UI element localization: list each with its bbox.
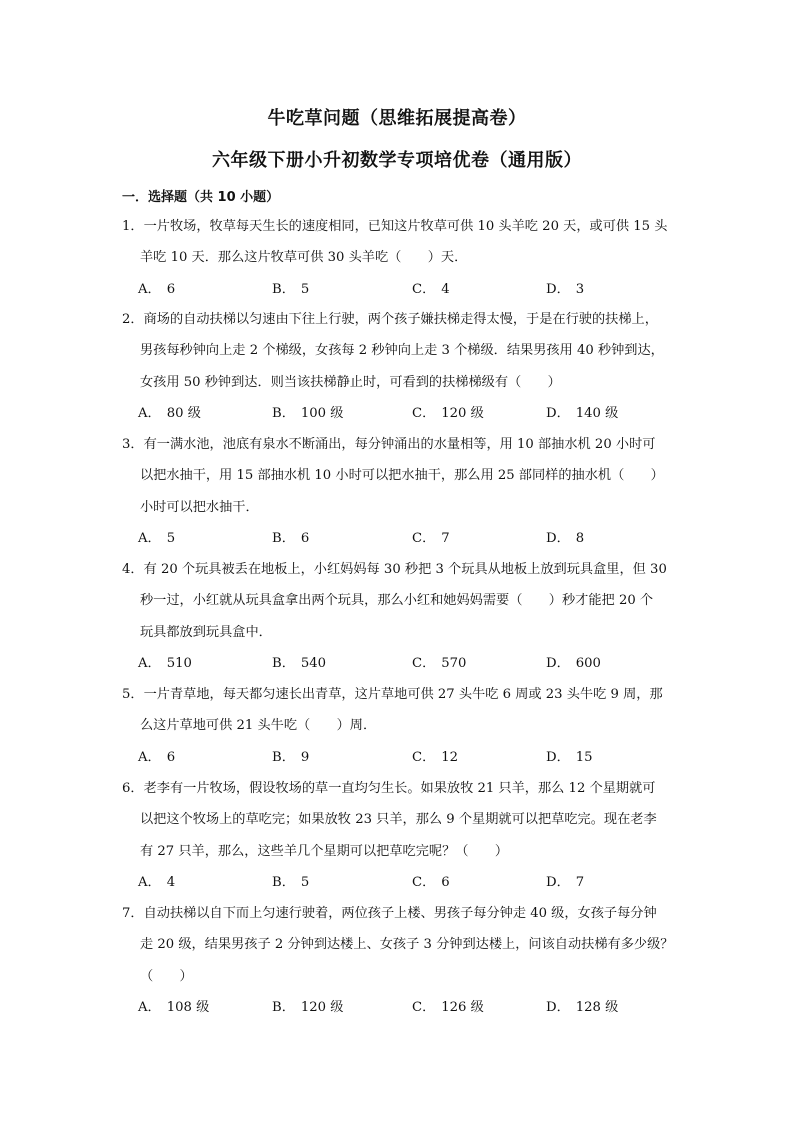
option-text: 3 [575, 281, 585, 297]
option-key: A． [138, 749, 161, 765]
option-d[interactable] [546, 999, 624, 1017]
section-heading: 一．选择题（共 10 小题） [122, 190, 280, 205]
option-key: A． [138, 655, 161, 671]
option-key: A． [138, 281, 161, 297]
option-c[interactable] [412, 749, 464, 767]
document-title: 牛吃草问题（思维拓展提高卷） [267, 108, 527, 129]
option-key: C． [412, 655, 436, 671]
option-key: D． [546, 749, 570, 765]
option-a[interactable] [138, 655, 198, 673]
option-key: C． [412, 281, 436, 297]
option-text: 600 [575, 655, 601, 671]
option-d[interactable] [546, 874, 590, 892]
option-text: 6 [166, 749, 176, 765]
option-a[interactable] [138, 874, 181, 892]
question-text-line: 小时可以把水抽干． [140, 499, 259, 515]
option-text: 100 级 [300, 405, 344, 421]
answer-options [138, 281, 698, 299]
option-key: B． [272, 999, 295, 1015]
option-a[interactable] [138, 999, 215, 1017]
option-d[interactable] [546, 281, 590, 299]
option-key: B． [272, 530, 295, 546]
option-a[interactable] [138, 530, 181, 548]
option-text: 8 [575, 530, 585, 546]
option-d[interactable] [546, 530, 590, 548]
answer-options [138, 749, 698, 767]
option-key: D． [546, 999, 570, 1015]
option-key: B． [272, 874, 295, 890]
option-a[interactable] [138, 405, 207, 423]
question-text-line: 以把这个牧场上的草吃完；如果放牧 23 只羊，那么 9 个星期就可以把草吃完。现在老李 [140, 812, 657, 828]
question-text-line: 有 27 只羊，那么，这些羊几个星期可以把草吃完呢？（ ） [140, 843, 509, 859]
option-text: 4 [441, 281, 450, 297]
question-text-line: 走 20 级，结果男孩子 2 分钟到达楼上、女孩子 3 分钟到达楼上，问该自动扶梯有多少级？ [140, 937, 674, 953]
option-key: A． [138, 999, 161, 1015]
option-text: 7 [441, 530, 450, 546]
option-key: D． [546, 874, 570, 890]
option-text: 540 [300, 655, 327, 671]
option-text: 120 级 [441, 405, 484, 421]
question-text-line: 3．有一满水池，池底有泉水不断涌出，每分钟涌出的水量相等，用 10 部抽水机 20 小时可 [122, 437, 656, 452]
question-text-line: 5．一片青草地，每天都匀速长出青草，这片草地可供 27 头牛吃 6 周或 23 头牛吃 9 周，那 [122, 687, 663, 702]
option-text: 5 [300, 874, 310, 890]
option-b[interactable] [272, 999, 349, 1017]
question-text-line: 7．自动扶梯以自下而上匀速行驶着，两位孩子上楼、男孩子每分钟走 40 级，女孩子每分钟 [122, 906, 657, 921]
question-text-line: 男孩每秒钟向上走 2 个梯级，女孩每 2 秒钟向上走 3 个梯级．结果男孩用 40 秒钟到达， [140, 343, 664, 359]
option-key: B． [272, 655, 295, 671]
option-key: B． [272, 749, 295, 765]
answer-options [138, 999, 698, 1017]
option-key: C． [412, 405, 436, 421]
option-text: 140 级 [575, 405, 619, 421]
option-b[interactable] [272, 749, 315, 767]
option-text: 570 [441, 655, 467, 671]
option-text: 128 级 [575, 999, 619, 1015]
option-a[interactable] [138, 749, 181, 767]
option-c[interactable] [412, 655, 472, 673]
option-key: D． [546, 405, 570, 421]
option-key: B． [272, 281, 295, 297]
option-key: B． [272, 405, 295, 421]
option-text: 9 [300, 749, 310, 765]
option-b[interactable] [272, 281, 315, 299]
option-key: D． [546, 281, 570, 297]
question-text-line: 2．商场的自动扶梯以匀速由下往上行驶，两个孩子嫌扶梯走得太慢，于是在行驶的扶梯上， [122, 312, 658, 327]
document-subtitle: 六年级下册小升初数学专项培优卷（通用版） [212, 150, 582, 171]
question-text-line: 4．有 20 个玩具被丢在地板上，小红妈妈每 30 秒把 3 个玩具从地板上放到玩具盒里，但 30 [122, 562, 667, 577]
option-key: A． [138, 874, 161, 890]
option-b[interactable] [272, 530, 315, 548]
question-text-line: 以把水抽干，用 15 部抽水机 10 小时可以把水抽干，那么用 25 部同样的抽水机（ ） [140, 468, 664, 484]
option-key: C． [412, 874, 436, 890]
option-text: 108 级 [166, 999, 210, 1015]
question-text-line: 玩具都放到玩具盒中． [140, 624, 272, 640]
option-key: D． [546, 530, 570, 546]
option-d[interactable] [546, 405, 624, 423]
option-key: C． [412, 749, 436, 765]
question-text-line: 么这片草地可供 21 头牛吃（ ）周． [140, 718, 377, 734]
option-text: 7 [575, 874, 585, 890]
option-b[interactable] [272, 874, 315, 892]
question-text-line: 6．老李有一片牧场，假设牧场的草一直均匀生长。如果放牧 21 只羊，那么 12 个星期就可 [122, 781, 656, 796]
option-a[interactable] [138, 281, 181, 299]
question-text-line: 羊吃 10 天．那么这片牧草可供 30 头羊吃（ ）天． [140, 250, 468, 266]
option-text: 6 [166, 281, 176, 297]
option-text: 126 级 [441, 999, 484, 1015]
option-key: A． [138, 405, 161, 421]
option-key: A． [138, 530, 161, 546]
answer-options [138, 530, 698, 548]
option-text: 15 [575, 749, 593, 765]
question-text-line: 秒一过，小红就从玩具盒拿出两个玩具，那么小红和她妈妈需要（ ）秒才能把 20 个 [140, 593, 654, 609]
answer-options [138, 405, 698, 423]
option-text: 6 [300, 530, 310, 546]
option-text: 80 级 [166, 405, 201, 421]
answer-options [138, 655, 698, 673]
option-key: C． [412, 999, 436, 1015]
option-c[interactable] [412, 874, 456, 892]
option-text: 5 [166, 530, 176, 546]
option-text: 4 [166, 874, 176, 890]
option-key: D． [546, 655, 570, 671]
option-b[interactable] [272, 405, 349, 423]
question-text-line: 1．一片牧场，牧草每天生长的速度相同，已知这片牧草可供 10 头羊吃 20 天，或可供 15 头 [122, 219, 668, 234]
option-c[interactable] [412, 999, 490, 1017]
answer-options [138, 874, 698, 892]
option-c[interactable] [412, 530, 456, 548]
option-c[interactable] [412, 405, 490, 423]
option-c[interactable] [412, 281, 456, 299]
option-key: C． [412, 530, 436, 546]
option-d[interactable] [546, 655, 607, 673]
option-text: 120 级 [300, 999, 344, 1015]
question-text-line: （ ） [140, 968, 193, 984]
option-text: 6 [441, 874, 450, 890]
question-text-line: 女孩用 50 秒钟到达．则当该扶梯静止时，可看到的扶梯梯级有（ ） [140, 374, 561, 390]
option-d[interactable] [546, 749, 599, 767]
option-text: 12 [441, 749, 459, 765]
option-text: 510 [166, 655, 192, 671]
option-text: 5 [300, 281, 310, 297]
option-b[interactable] [272, 655, 332, 673]
